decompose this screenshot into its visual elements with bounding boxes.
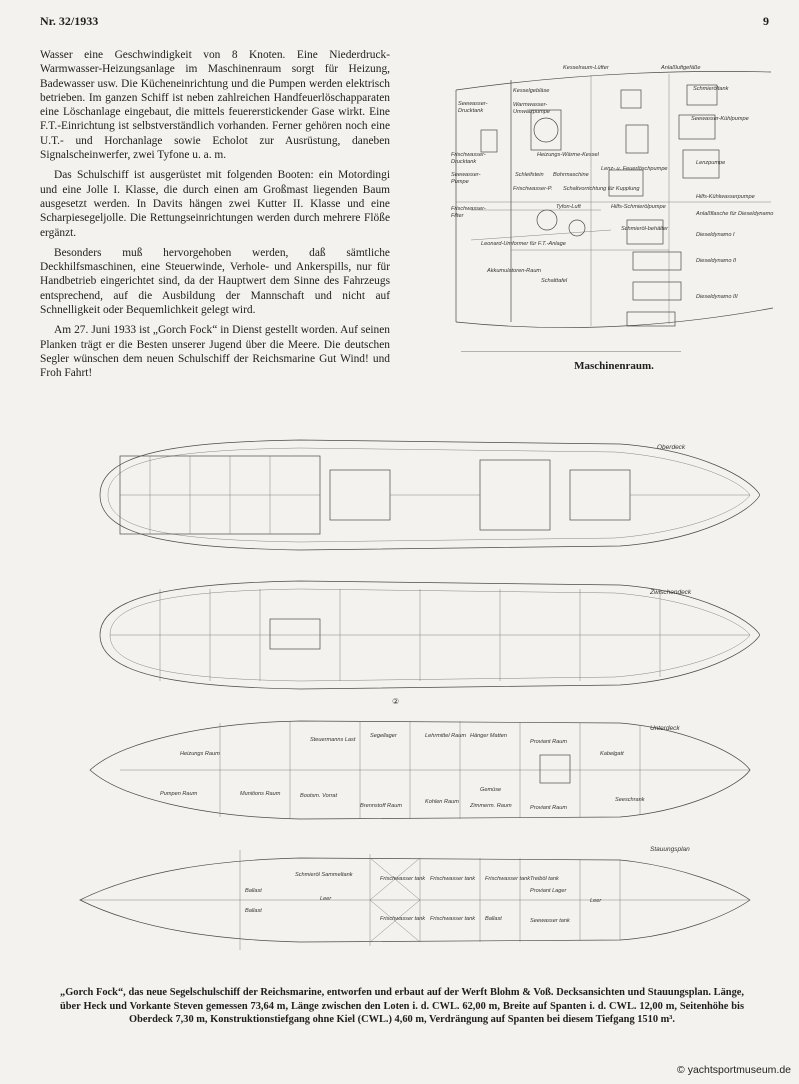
svg-text:Bohrmaschine: Bohrmaschine [553, 172, 589, 178]
watermark: © yachtsportmuseum.de [677, 1064, 791, 1076]
svg-text:Proviant Raum: Proviant Raum [530, 739, 567, 745]
svg-text:Heizungs Raum: Heizungs Raum [180, 751, 220, 757]
svg-text:Schaltvorrichtung für Kupplung: Schaltvorrichtung für Kupplung [563, 186, 640, 192]
svg-text:Frischwasser-P.: Frischwasser-P. [513, 186, 553, 192]
svg-text:Steuermanns Last: Steuermanns Last [310, 737, 356, 743]
svg-text:Lenz- u. Feuerlöschpumpe: Lenz- u. Feuerlöschpumpe [601, 166, 668, 172]
page-number: 9 [763, 14, 769, 28]
plan-marker: ② [392, 697, 400, 706]
svg-text:Hilfs-Kühlwasserpumpe: Hilfs-Kühlwasserpumpe [696, 194, 755, 200]
svg-text:Hänger Matten: Hänger Matten [470, 733, 508, 739]
svg-text:Schmieröl-behälter: Schmieröl-behälter [621, 226, 668, 232]
paragraph: Am 27. Juni 1933 ist „Gorch Fock“ in Dienst gestellt worden. Auf seinen Planken trägt er die Besten unserer Jugend über die Meere. Die deutschen Segler wünschen dem neuen Schulschiff der Reichsmarine Gut Wind! und Froh Fahrt! [40, 324, 390, 380]
svg-text:Anlaßflasche für Dieseldynamo: Anlaßflasche für Dieseldynamo [696, 211, 774, 217]
svg-text:Kesselraum-Lüfter: Kesselraum-Lüfter [563, 65, 609, 71]
svg-text:Drucktank: Drucktank [451, 159, 477, 165]
svg-text:Schmieröl Sammeltank: Schmieröl Sammeltank [295, 872, 353, 878]
svg-text:Heizungs-Wärme-Kessel: Heizungs-Wärme-Kessel [537, 152, 599, 158]
svg-text:Kesselgebläse: Kesselgebläse [513, 88, 550, 94]
paragraph: Das Schulschiff ist ausgerüstet mit folgenden Booten: ein Motordingi und eine Jolle I. Klasse, die durch einen am Großmast liegenden Baum ausgesetzt werden. In Davits hängen zwei Kutter II. Klasse und eine Scharpiesegeljolle. Die Rettungseinrichtungen werden durch mehrere Flöße ergänzt. [40, 169, 390, 239]
svg-text:Treiböl tank: Treiböl tank [530, 876, 559, 882]
svg-text:Dieseldynamo III: Dieseldynamo III [696, 294, 738, 300]
svg-text:Hilfs-Schmierölpumpe: Hilfs-Schmierölpumpe [611, 204, 666, 210]
svg-text:Ballast: Ballast [485, 916, 502, 922]
svg-text:Lehrmittel Raum: Lehrmittel Raum [425, 733, 467, 739]
svg-text:Tyfon-Luft: Tyfon-Luft [556, 204, 581, 210]
svg-text:Frischwasser tank: Frischwasser tank [380, 916, 426, 922]
deck-label: Oberdeck [657, 444, 686, 451]
svg-text:Munitions Raum: Munitions Raum [240, 791, 281, 797]
svg-text:Anlaßluftgefäße: Anlaßluftgefäße [661, 65, 701, 71]
svg-text:Leer: Leer [320, 896, 332, 902]
svg-text:Seewasser-Kühlpumpe: Seewasser-Kühlpumpe [691, 116, 749, 122]
svg-text:Ballast: Ballast [245, 908, 262, 914]
svg-text:Lenzpumpe: Lenzpumpe [696, 160, 726, 166]
svg-text:Frischwasser-: Frischwasser- [451, 152, 486, 158]
deck-label: Unterdeck [650, 725, 680, 732]
svg-text:Seeschrank: Seeschrank [615, 797, 645, 803]
engine-room-caption: Maschinenraum. [574, 360, 654, 372]
svg-text:Warmwasser-: Warmwasser- [513, 102, 548, 108]
svg-text:Proviant Raum: Proviant Raum [530, 805, 567, 811]
svg-text:Dieseldynamo II: Dieseldynamo II [696, 258, 737, 264]
svg-text:Akkumulatoren-Raum: Akkumulatoren-Raum [487, 268, 542, 274]
issue-number: Nr. 32/1933 [40, 14, 99, 28]
svg-text:Schmieröltank: Schmieröltank [693, 86, 729, 92]
svg-text:Frischwasser tank: Frischwasser tank [430, 876, 476, 882]
svg-text:Bootsm. Vorrat: Bootsm. Vorrat [300, 793, 338, 799]
plan-stauungsplan [60, 840, 760, 960]
svg-text:Leer: Leer [590, 898, 602, 904]
svg-text:Pumpen Raum: Pumpen Raum [160, 791, 198, 797]
engine-room-drawing [451, 60, 777, 352]
plan-oberdeck [60, 430, 760, 560]
svg-text:Frischwasser-: Frischwasser- [451, 206, 486, 212]
svg-text:Zimmerm. Raum: Zimmerm. Raum [470, 803, 512, 809]
svg-text:Drucktank: Drucktank [458, 108, 484, 114]
svg-text:Segellager: Segellager [370, 733, 397, 739]
svg-text:Ballast: Ballast [245, 888, 262, 894]
svg-text:Frischwasser tank: Frischwasser tank [430, 916, 476, 922]
paragraph: Besonders muß hervorgehoben werden, daß sämtliche Deckhilfsmaschinen, eine Steuerwinde, Verhole- und Ankerspills, nur für Handbetrieb eingerichtet sind, da der Hauptwert dem Sinne des Fahrzeugs entsprechend, auf die Ausbildung der Mannschaft und nicht auf Schnelligkeit oder Bequemlichkeit gelegt wird. [40, 246, 390, 317]
svg-text:Pumpe: Pumpe [451, 179, 469, 185]
paragraph: Wasser eine Geschwindigkeit von 8 Knoten. Eine Niederdruck-Warmwasser-Heizungsanlage im Maschinenraum sorgt für Heizung, Badewasser usw. Die Kücheneinrichtung und die Pumpen werden elektrisch betrieben. Im ganzen Schiff ist neben zahlreichen Handfeuerlöschapparaten eine Löschanlage eingebaut, die mittels feuererstickender Gase wirkt. Eine F.T.-Einrichtung ist selbstverständlich vorhanden. Ferner gehören noch eine U.T.- und Horchanlage sowie Echolot zur Ausrüstung, daneben Signalscheinwerfer, zwei Tyfone u. a. m. [40, 49, 390, 162]
svg-text:Kohlen Raum: Kohlen Raum [425, 799, 459, 805]
article-text [40, 48, 390, 387]
svg-text:Schleifstein: Schleifstein [515, 172, 544, 178]
deck-label: Zwischendeck [650, 589, 692, 596]
figure-caption: „Gorch Fock“, das neue Segelschulschiff der Reichsmarine, entworfen und erbaut auf der Werft Blohm & Voß. Decksansichten und Stauungsplan. Länge, über Heck und Vorkante Steven gemessen 73,64 m, Länge zwischen den Loten i. d. CWL. 62,00 m, Breite auf Spanten i. d. CWL. 12,00 m, Seitenhöhe bis Oberdeck 7,30 m, Konstruktionstiefgang ohne Kiel (CWL.) 4,60 m, Verdrängung auf Spanten bei diesem Tiefgang 1510 m³. [60, 987, 744, 1026]
svg-text:Leonard-Umformer für F.T.-Anla: Leonard-Umformer für F.T.-Anlage [481, 241, 566, 247]
svg-text:Umwälzpumpe: Umwälzpumpe [513, 109, 550, 115]
svg-text:Gemüse: Gemüse [480, 787, 502, 793]
plan-unterdeck [60, 715, 760, 825]
plan-zwischendeck [60, 575, 760, 705]
svg-text:Seewasser-: Seewasser- [451, 172, 481, 178]
svg-text:Dieseldynamo I: Dieseldynamo I [696, 232, 735, 238]
svg-text:Seewasser tank: Seewasser tank [530, 918, 570, 924]
svg-text:Schalttafel: Schalttafel [541, 278, 568, 284]
svg-text:Seewasser-: Seewasser- [458, 101, 488, 107]
svg-text:Filter: Filter [451, 213, 464, 219]
svg-text:Brennstoff Raum: Brennstoff Raum [360, 803, 402, 809]
svg-text:Proviant Lager: Proviant Lager [530, 888, 567, 894]
svg-text:Frischwasser tank: Frischwasser tank [485, 876, 531, 882]
deck-label: Stauungsplan [650, 846, 690, 853]
svg-text:Frischwasser tank: Frischwasser tank [380, 876, 426, 882]
svg-text:Kabelgatt: Kabelgatt [600, 751, 624, 757]
